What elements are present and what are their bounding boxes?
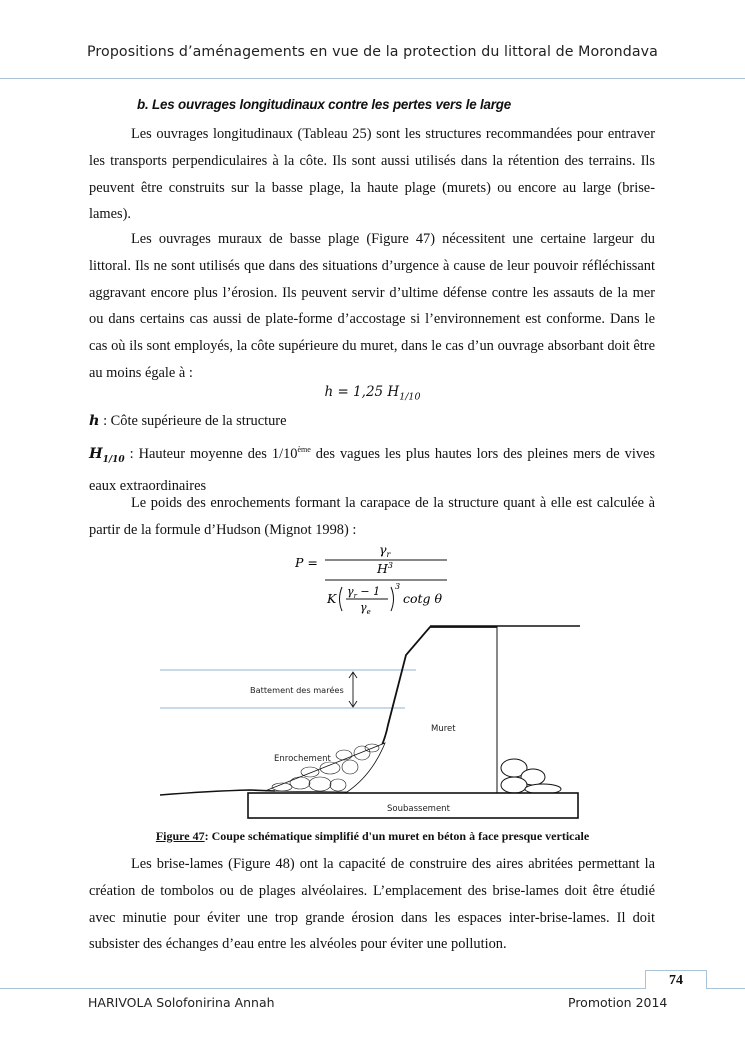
paragraph-4-text: Les brise-lames (Figure 48) ont la capacité de construire des aires abritées permettant la création de tombolos ou de plages alvéolaires. L’emplacement des brise-lames doit être étudié avec minutie pour éviter une trop grande érosion dans les espaces inter-brise-lames. Il doit subsister des échanges d’eau entre les alvéoles pour éviter une pollution. xyxy=(89,856,655,953)
figure-caption-ref: Figure 47 xyxy=(155,829,205,843)
back-stones xyxy=(501,759,561,794)
definition-h110-text-a: : Hauteur moyenne des 1/10 xyxy=(124,445,298,462)
paragraph-3-text: Le poids des enrochements formant la carapace de la structure quant à elle est calculée à partir de la formule d’Hudson (Mignot 1998) : xyxy=(89,495,655,538)
hudson-inner-gamma-sub: r xyxy=(353,592,357,600)
hudson-h-exp: 3 xyxy=(387,561,393,570)
footer-divider xyxy=(0,988,745,989)
figure-47-diagram xyxy=(150,615,590,825)
paragraph-3 xyxy=(89,490,655,544)
hudson-inner-gamma: γ xyxy=(347,585,354,598)
hudson-inner-den xyxy=(360,601,371,615)
definition-h110-symbol xyxy=(89,444,125,465)
paragraph-2 xyxy=(89,226,655,387)
hudson-h-cubed xyxy=(376,561,393,576)
definition-h110-sub: 1/10 xyxy=(102,454,125,465)
footer-promotion: Promotion 2014 xyxy=(568,995,668,1010)
paragraph-4 xyxy=(89,851,655,958)
hudson-num-gamma xyxy=(379,542,391,559)
hudson-h: H xyxy=(377,561,388,576)
page-number: 74 xyxy=(645,970,707,989)
figure-caption xyxy=(0,829,745,844)
header-divider xyxy=(0,78,745,79)
hudson-inner-den-sub: e xyxy=(366,608,371,615)
paragraph-1 xyxy=(89,121,655,228)
equation-height-sub: 1/10 xyxy=(399,391,421,403)
section-title: b. Les ouvrages longitudinaux contre les pertes vers le large xyxy=(137,97,512,112)
equation-height xyxy=(0,384,745,403)
definition-h xyxy=(89,408,655,435)
label-base: Soubassement xyxy=(387,804,450,814)
figure-caption-text: : Coupe schématique simplifié d'un muret en béton à face presque verticale xyxy=(204,829,590,843)
label-wall: Muret xyxy=(431,724,456,734)
definition-h-symbol: h xyxy=(89,412,100,429)
label-riprap: Enrochement xyxy=(274,754,331,764)
hudson-inner-minus: − 1 xyxy=(356,585,381,598)
definition-h110-sup: ème xyxy=(297,445,311,454)
definition-h110-letter: H xyxy=(89,444,103,462)
paragraph-1-text: Les ouvrages longitudinaux (Tableau 25) sont les structures recommandées pour entraver les transports perpendiculaires à la côte. Ils sont aussi utilisés dans la rétention des terrains. Ils peuvent être construits sur la basse plage, la haute plage (murets) ou encore au large (brise-lames). xyxy=(89,126,655,223)
riprap-mass xyxy=(265,743,385,792)
hudson-p: P = xyxy=(295,555,318,570)
footer-author: HARIVOLA Solofonirina Annah xyxy=(88,995,275,1010)
hudson-inner-num xyxy=(347,585,380,600)
hudson-right-paren xyxy=(391,587,394,611)
hudson-num-gamma-sym: γ xyxy=(379,542,387,557)
label-tide: Battement des marées xyxy=(250,685,344,695)
paragraph-2-text: Les ouvrages muraux de basse plage (Figure 47) nécessitent une certaine largeur du littoral. Ils ne sont utilisés que dans des situations d’urgence à cause de leur pouvoir réfléchissant aggravant encore plus l’érosion. Ils peuvent servir d’ultime défense contre les assauts de la mer ou dans certains cas aussi de plate-forme d’accostage si l’environnement est conforme. Dans le cas où ils sont employés, la côte supérieure du muret, dans le cas d’un ouvrage absorbant doit être au moins égale à : xyxy=(89,231,655,381)
hudson-k: K xyxy=(327,591,337,606)
equation-height-main: h = 1,25 H xyxy=(324,384,400,400)
hudson-inner-den-gamma: γ xyxy=(360,601,367,614)
hudson-power: 3 xyxy=(395,582,401,591)
hudson-formula xyxy=(295,540,455,615)
running-header: Propositions d’aménagements en vue de la protection du littoral de Morondava xyxy=(87,44,658,60)
definition-h-text: : Côte supérieure de la structure xyxy=(99,413,287,429)
hudson-num-gamma-sub: r xyxy=(386,550,391,559)
hudson-left-paren xyxy=(340,587,343,611)
hudson-cotg: cotg θ xyxy=(403,591,443,606)
definition-h110-text-b: des vagues les plus hautes lors des pleines mers de vives eaux extraordinaires xyxy=(89,445,655,495)
